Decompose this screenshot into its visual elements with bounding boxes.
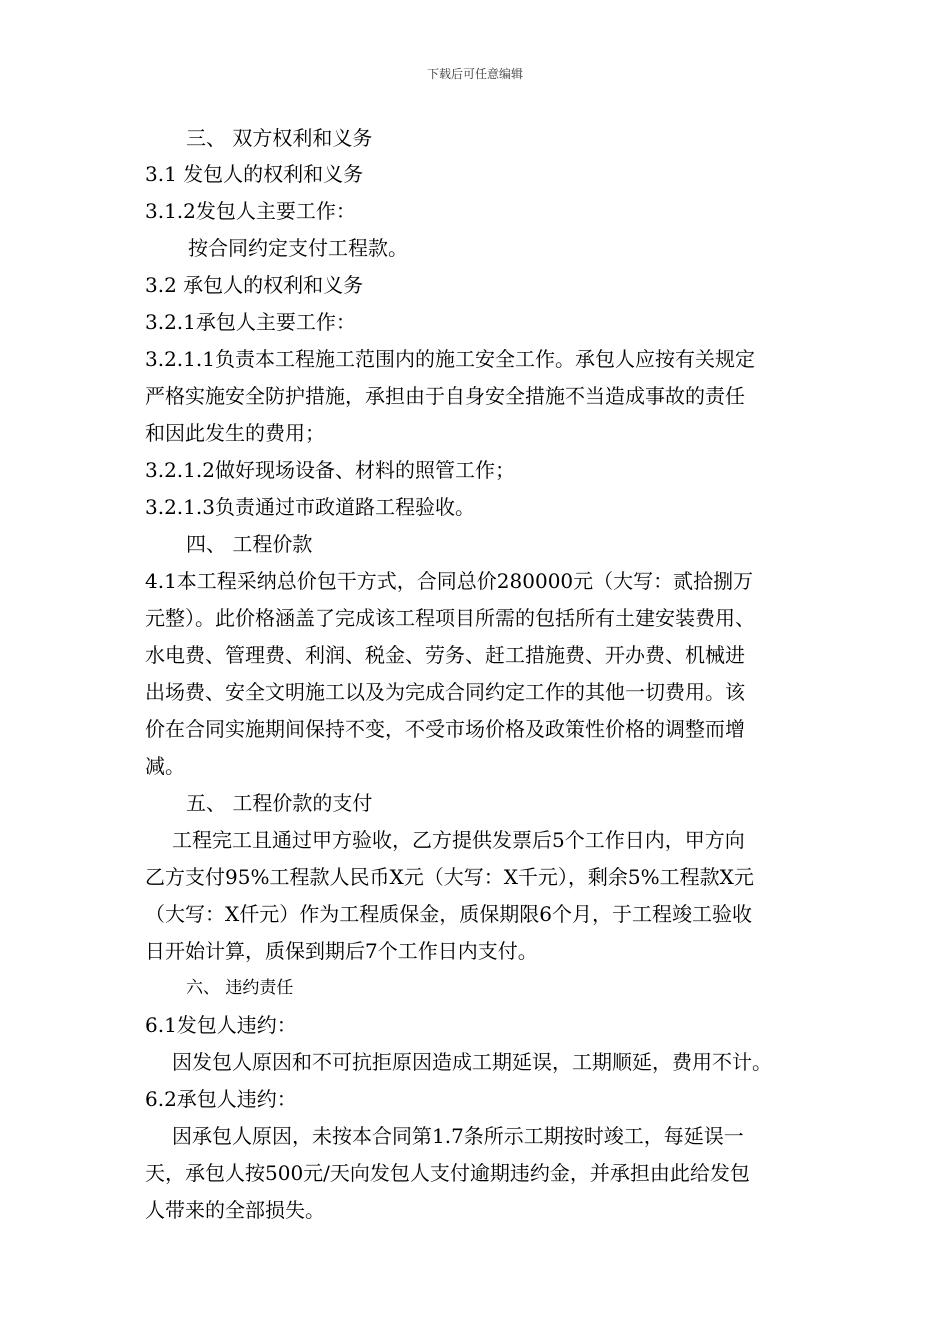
paragraph-line: 和因此发生的费用； [145, 421, 325, 445]
paragraph-line: 元整）。此价格涵盖了完成该工程项目所需的包括所有土建安装费用、 [145, 606, 755, 630]
page-header: 下载后可任意编辑 [426, 67, 523, 81]
paragraph-line: 因承包人原因，未按本合同第1.7条所示工期按时竣工，每延误一 [172, 1124, 744, 1148]
paragraph-line: 减。 [145, 754, 185, 778]
clause-3-2-1-2: 3.2.1.2做好现场设备、材料的照管工作； [145, 458, 515, 482]
paragraph-line: 工程完工且通过甲方验收，乙方提供发票后5个工作日内，甲方向 [172, 828, 745, 852]
section-heading-5: 五、 工程价款的支付 [186, 791, 373, 815]
clause-6-1: 6.1发包人违约： [145, 1013, 297, 1037]
paragraph-line: 水电费、管理费、利润、税金、劳务、赶工措施费、开办费、机械进 [145, 643, 745, 667]
subsection-3-2: 3.2 承包人的权利和义务 [145, 273, 364, 297]
clause-6-2: 6.2承包人违约： [145, 1087, 297, 1111]
paragraph-line: 人带来的全部损失。 [145, 1198, 325, 1222]
paragraph-line: 价在合同实施期间保持不变，不受市场价格及政策性价格的调整而增 [145, 717, 745, 741]
paragraph-line: 出场费、安全文明施工以及为完成合同约定工作的其他一切费用。该 [145, 680, 745, 704]
paragraph-line: 严格实施安全防护措施，承担由于自身安全措施不当造成事故的责任 [145, 384, 745, 408]
paragraph-line: 日开始计算，质保到期后7个工作日内支付。 [145, 939, 538, 963]
clause-3-2-1: 3.2.1承包人主要工作： [145, 310, 356, 334]
section-heading-3: 三、 双方权利和义务 [186, 126, 373, 150]
section-heading-4: 四、 工程价款 [186, 532, 313, 556]
paragraph-line: （大写：X仟元）作为工程质保金，质保期限6个月，于工程竣工验收 [145, 902, 752, 926]
clause-3-1-2: 3.1.2发包人主要工作： [145, 199, 356, 223]
paragraph-line: 乙方支付95%工程款人民币X元（大写：X千元），剩余5%工程款X元 [145, 865, 754, 889]
paragraph-line: 按合同约定支付工程款。 [188, 236, 408, 260]
clause-3-2-1-1: 3.2.1.1负责本工程施工范围内的施工安全工作。承包人应按有关规定 [145, 347, 755, 371]
paragraph-line: 天，承包人按500元/天向发包人支付逾期违约金，并承担由此给发包 [145, 1161, 750, 1185]
section-heading-6: 六、 违约责任 [186, 978, 294, 998]
clause-4-1: 4.1本工程采纳总价包干方式，合同总价280000元（大写：贰拾捌万 [145, 569, 754, 593]
subsection-3-1: 3.1 发包人的权利和义务 [145, 162, 364, 186]
paragraph-line: 因发包人原因和不可抗拒原因造成工期延误，工期顺延，费用不计。 [172, 1050, 772, 1074]
clause-3-2-1-3: 3.2.1.3负责通过市政道路工程验收。 [145, 495, 475, 519]
